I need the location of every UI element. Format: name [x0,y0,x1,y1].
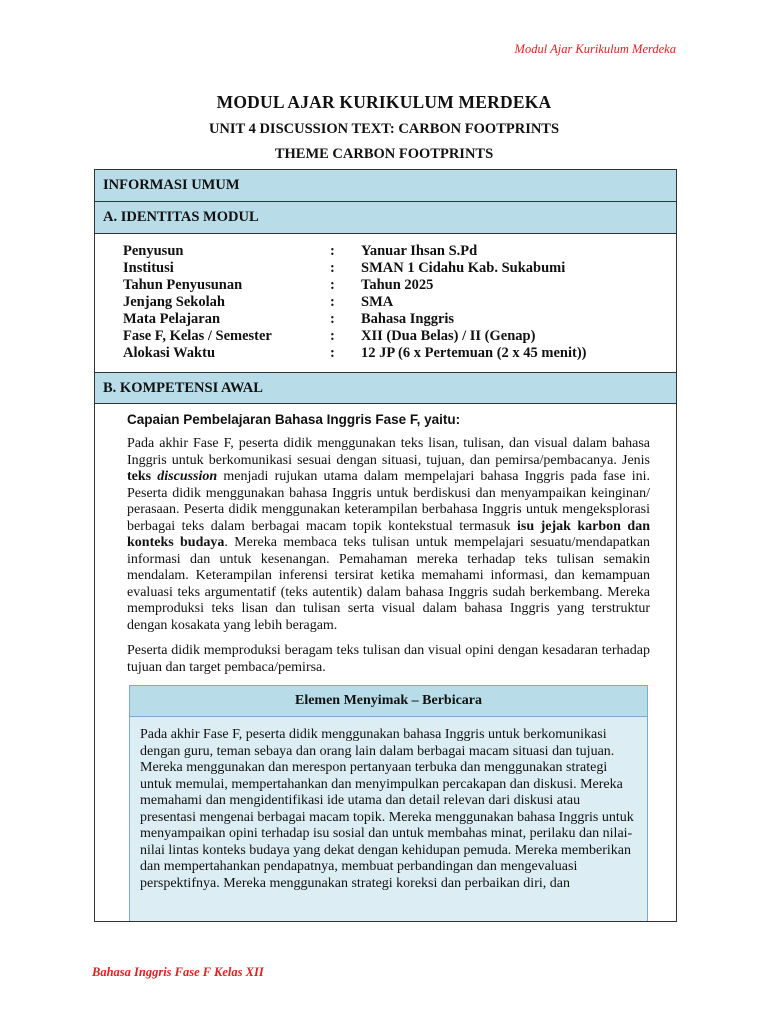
identitas-value: XII (Dua Belas) / II (Genap) [361,328,536,344]
elemen-title: Elemen Menyimak – Berbicara [130,686,647,717]
identitas-value: SMA [361,294,394,310]
identitas-label: Fase F, Kelas / Semester [123,328,272,344]
section-informasi-umum: INFORMASI UMUM [95,170,676,202]
identitas-row [123,311,676,328]
identitas-row [123,345,676,362]
capaian-title: Capaian Pembelajaran Bahasa Inggris Fase F, yaitu: [127,412,461,427]
identitas-colon: : [330,243,335,259]
identitas-row [123,260,676,277]
identitas-colon: : [330,328,335,344]
document-titles [0,92,768,163]
elemen-text: Pada akhir Fase F, peserta didik menggunakan bahasa Inggris untuk berkomunikasi dengan guru, teman sebaya dan orang lain dalam berbagai macam situasi dan tujuan. Mereka menggunakan dan merespon pertanyaan terbuka dan menggunakan strategi untuk memulai, mempertahankan dan menyimpulkan percakapan dan diskusi. Mereka memahami dan mengidentifikasi ide utama dan detail relevan dari diskusi atau presentasi mengenai berbagai macam topik. Mereka menggunakan bahasa Inggris untuk menyampaikan opini terhadap isu sosial dan untuk membahas minat, perilaku dan nilai-nilai lintas konteks budaya yang dekat dengan kehidupan pemuda. Mereka memberikan dan mempertahankan pendapatnya, membuat perbandingan dan mengevaluasi perspektifnya. Mereka menggunakan strategi koreksi dan perbaikan diri, dan [130,717,647,922]
identitas-label: Mata Pelajaran [123,311,221,327]
section-kompetensi-awal: B. KOMPETENSI AWAL [95,372,676,404]
identitas-list [95,234,676,372]
p1-text-e: isu jejak karbon dan konteks budaya [127,518,650,550]
identitas-row [123,277,676,294]
unit-title: UNIT 4 DISCUSSION TEXT: CARBON FOOTPRINTS [208,121,560,137]
identitas-colon: : [330,277,335,293]
identitas-label: Penyusun [123,243,184,259]
identitas-row [123,328,676,345]
p1-text-a: Pada akhir Fase F, peserta didik menggunakan teks lisan, tulisan, dan visual dalam bahasa Inggris untuk berkomunikasi sesuai dengan situasi, tujuan, dan pemirsa/pembacanya. Jenis [127,436,650,468]
kompetensi-content [95,404,676,922]
identitas-value: Yanuar Ihsan S.Pd [361,243,478,259]
p1-text-c: discussion [157,469,218,484]
identitas-label: Tahun Penyusunan [123,277,243,293]
identitas-value: Bahasa Inggris [361,311,455,327]
document-title: MODUL AJAR KURIKULUM MERDEKA [216,92,552,112]
p1-text-b: teks [127,469,158,484]
identitas-label: Jenjang Sekolah [123,294,225,310]
identitas-row [123,294,676,311]
theme-title: THEME CARBON FOOTPRINTS [274,146,494,162]
capaian-paragraph-1 [127,436,650,634]
identitas-colon: : [330,345,335,361]
elemen-box [129,685,648,922]
capaian-paragraph-2: Peserta didik memproduksi beragam teks tulisan dan visual opini dengan kesadaran terhadap tujuan dan target pembaca/pemirsa. [127,643,650,675]
p1-text-f: . Mereka membaca teks tulisan untuk mempelajari sesuatu/mendapatkan informasi dan untuk kesenangan. Pemahaman mereka terhadap teks tulisan semakin mendalam. Keterampilan inferensi tersirat ketika memahami informasi, dan kemampuan evaluasi teks argumentatif (teks autentik) dalam bahasa Inggris sudah berkembang. Mereka memproduksi teks lisan dan tulisan serta visual dalam bahasa Inggris yang terstruktur dengan kosakata yang lebih beragam. [127,535,650,633]
running-footer: Bahasa Inggris Fase F Kelas XII [92,965,264,979]
identitas-row [123,243,676,260]
section-identitas-modul: A. IDENTITAS MODUL [95,202,676,234]
identitas-value: SMAN 1 Cidahu Kab. Sukabumi [361,260,566,276]
identitas-label: Alokasi Waktu [123,345,216,361]
identitas-label: Institusi [123,260,174,276]
identitas-value: Tahun 2025 [361,277,434,293]
running-header: Modul Ajar Kurikulum Merdeka [514,42,676,56]
module-table [94,169,677,922]
identitas-colon: : [330,260,335,276]
identitas-value: 12 JP (6 x Pertemuan (2 x 45 menit)) [361,345,587,361]
identitas-colon: : [330,294,335,310]
p1-text-d: menjadi rujukan utama dalam mempelajari bahasa Inggris pada fase ini. Peserta didik menggunakan bahasa Inggris untuk berdiskusi dan menyampaikan keinginan/ perasaan. Peserta didik menggunakan keterampilan berbahasa Inggris untuk mengeksplorasi berbagai teks dalam berbagai macam topik kontekstual termasuk [127,469,650,534]
identitas-colon: : [330,311,335,327]
